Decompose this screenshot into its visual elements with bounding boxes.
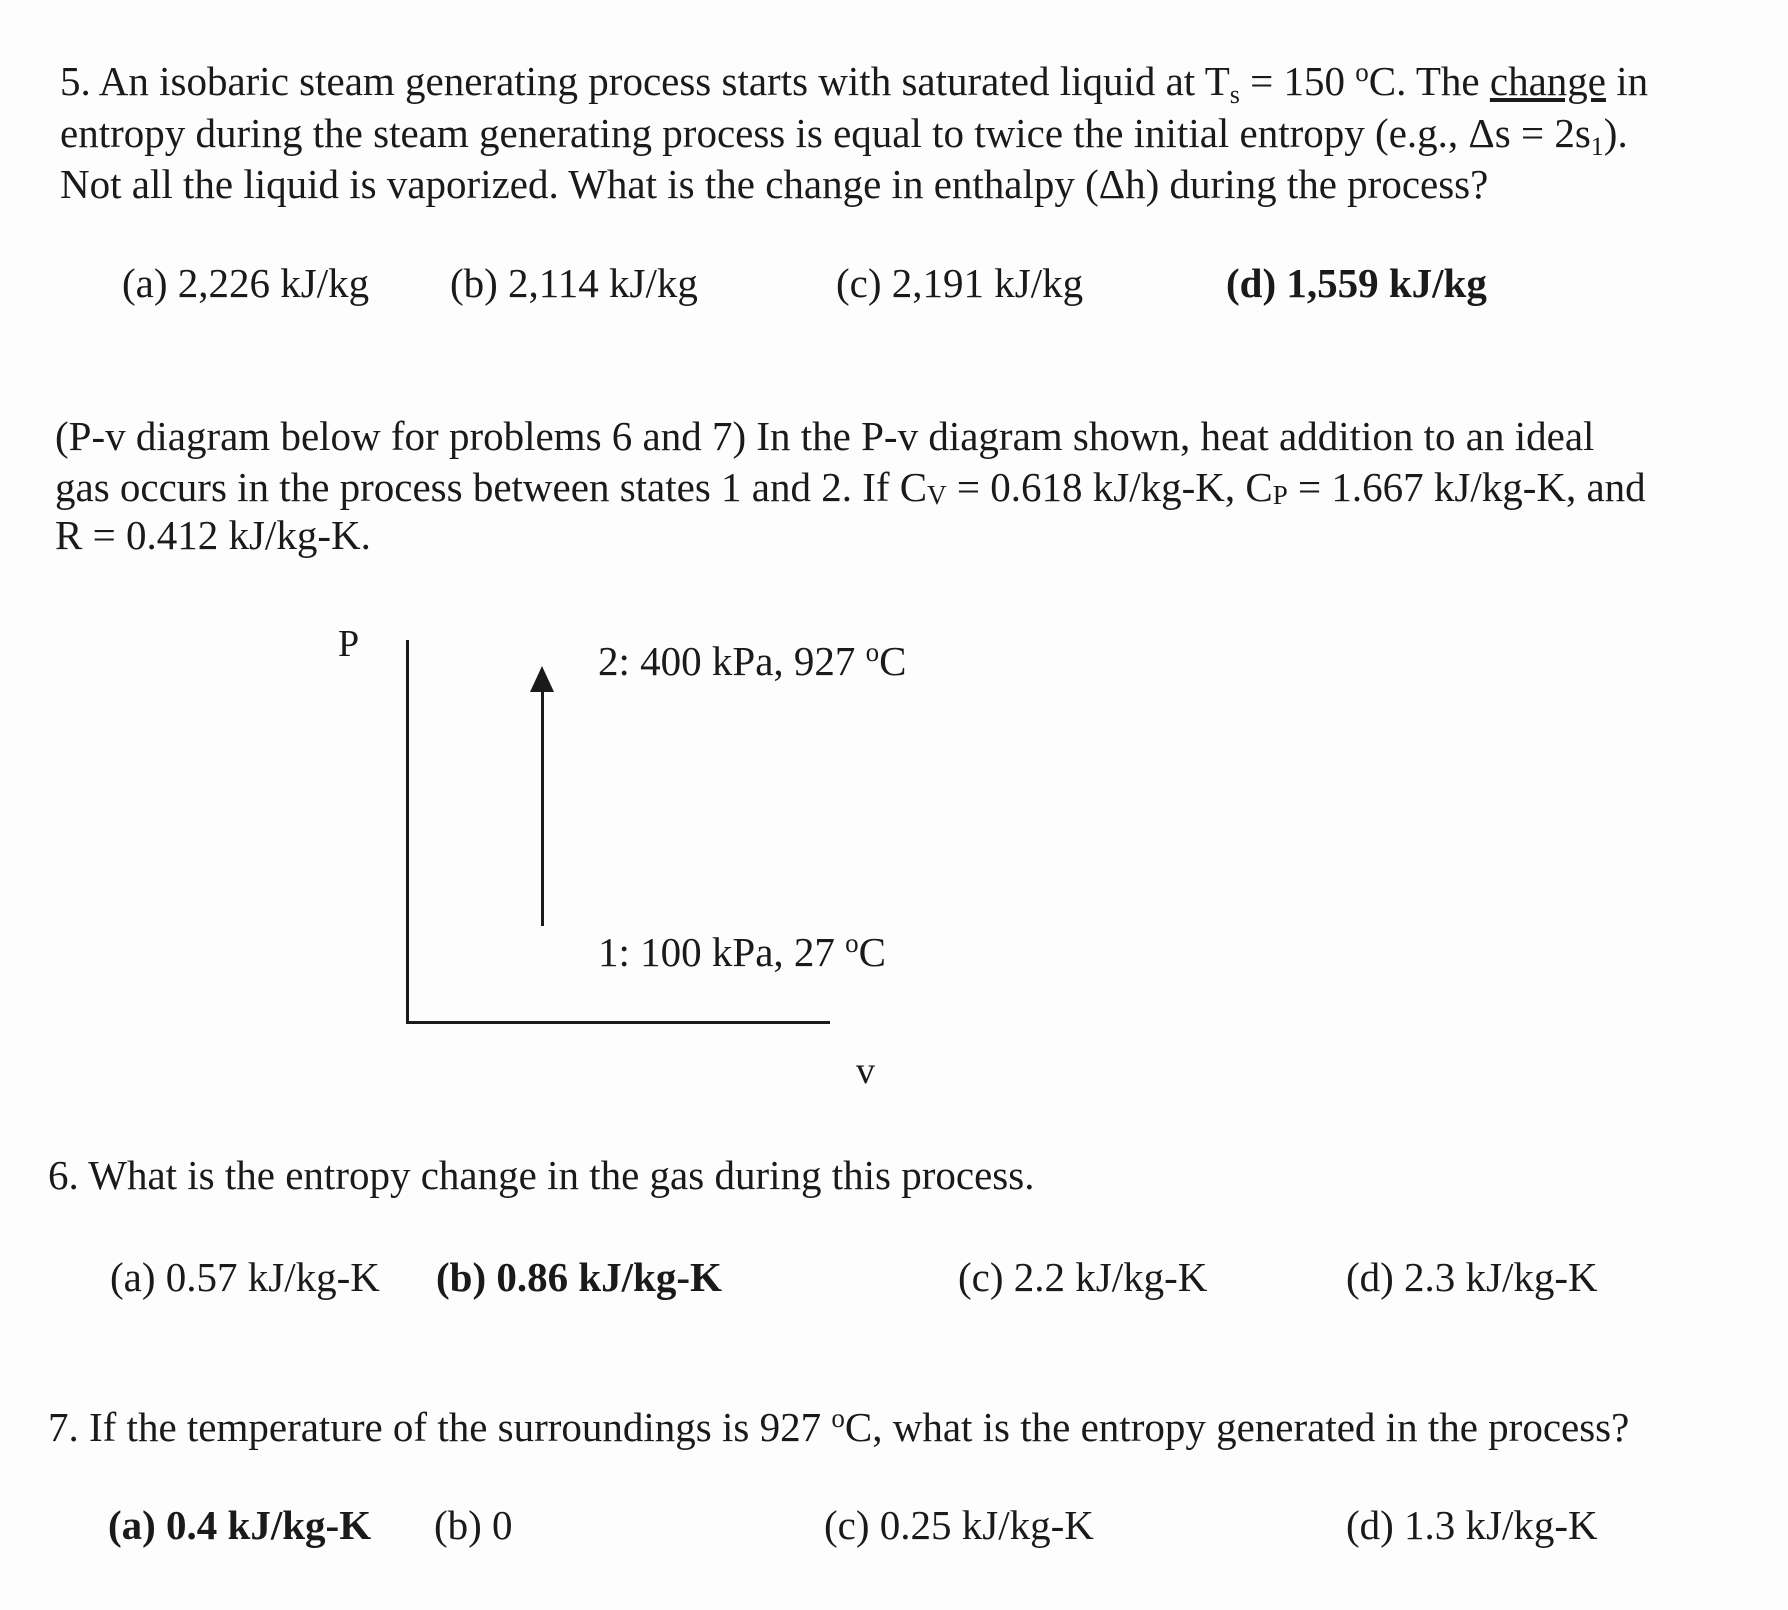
intro-line2-text: gas occurs in the process between states 1 and 2. If C: [55, 464, 928, 510]
v-axis-line: [406, 1021, 830, 1024]
problem5-option-b: (b) 2,114 kJ/kg: [450, 260, 698, 306]
problem6-option-a: (a) 0.57 kJ/kg-K: [110, 1254, 380, 1300]
problem7-question: [48, 1402, 1629, 1452]
cp-subscript: P: [1272, 480, 1288, 510]
problem5-option-d: (d) 1,559 kJ/kg: [1226, 260, 1487, 306]
state2-label: [598, 636, 907, 686]
p-axis-line: [406, 640, 409, 1024]
intro-line2: [55, 462, 1646, 512]
problem6-option-c: (c) 2.2 kJ/kg-K: [958, 1254, 1208, 1300]
problem5-number: 5.: [60, 58, 91, 104]
state1-unit: C: [858, 929, 887, 975]
problem6-option-d: (d) 2.3 kJ/kg-K: [1346, 1254, 1598, 1300]
problem6-question: 6. What is the entropy change in the gas during this process.: [48, 1152, 1035, 1198]
problem5-option-a: (a) 2,226 kJ/kg: [122, 260, 370, 306]
problem5-line2-text: entropy during the steam generating process is equal to twice the initial entropy (e.g., Δs = 2s: [60, 110, 1591, 156]
problem5-line2: [60, 108, 1628, 161]
problem7-option-c: (c) 0.25 kJ/kg-K: [824, 1502, 1094, 1548]
saturation-subscript: s: [1229, 80, 1240, 109]
state2-text: 2: 400 kPa, 927: [598, 638, 866, 684]
state2-unit: C: [879, 638, 907, 684]
intro-line2-cp-value: = 1.667 kJ/kg-K, and: [1287, 464, 1646, 510]
v-axis-label: v: [856, 1050, 875, 1092]
problem7-option-d: (d) 1.3 kJ/kg-K: [1346, 1502, 1598, 1548]
problem5-line1-text: An isobaric steam generating process starts with saturated liquid at T: [98, 58, 1230, 104]
problem5-option-c: (c) 2,191 kJ/kg: [836, 260, 1084, 306]
arrow-up-icon: [530, 666, 554, 692]
degree-symbol: o: [1355, 57, 1369, 87]
problem7-option-a: (a) 0.4 kJ/kg-K: [108, 1502, 372, 1548]
problem5-line1-unit: C. The: [1368, 58, 1490, 104]
problem7-text-end: C, what is the entropy generated in the process?: [844, 1404, 1630, 1450]
cv-subscript: V: [927, 480, 947, 510]
intro-line3: R = 0.412 kJ/kg-K.: [55, 512, 371, 558]
degree-symbol: o: [831, 1403, 845, 1433]
problem5-line3: Not all the liquid is vaporized. What is the change in enthalpy (Δh) during the process?: [60, 161, 1489, 207]
p-axis-label: P: [338, 623, 360, 665]
problem6-option-b: (b) 0.86 kJ/kg-K: [436, 1254, 722, 1300]
problem5-line1-equals: = 150: [1239, 58, 1356, 104]
intro-line2-cv-value: = 0.618 kJ/kg-K, C: [946, 464, 1273, 510]
degree-symbol: o: [845, 928, 859, 958]
state1-text: 1: 100 kPa, 27: [598, 929, 846, 975]
process-line-1-to-2: [541, 684, 544, 926]
problem5-line2-end: ).: [1603, 110, 1628, 156]
degree-symbol: o: [865, 637, 880, 667]
state1-label: [598, 927, 886, 977]
underlined-change: change: [1489, 58, 1606, 104]
intro-line1: (P-v diagram below for problems 6 and 7) In the P-v diagram shown, heat addition to an ideal: [55, 413, 1595, 459]
problem7-text: 7. If the temperature of the surroundings is 927: [48, 1404, 832, 1450]
problem5-line1-end: in: [1605, 58, 1649, 104]
entropy-subscript: 1: [1590, 132, 1604, 161]
problem5-line1: [60, 56, 1649, 109]
problem7-option-b: (b) 0: [434, 1502, 513, 1548]
